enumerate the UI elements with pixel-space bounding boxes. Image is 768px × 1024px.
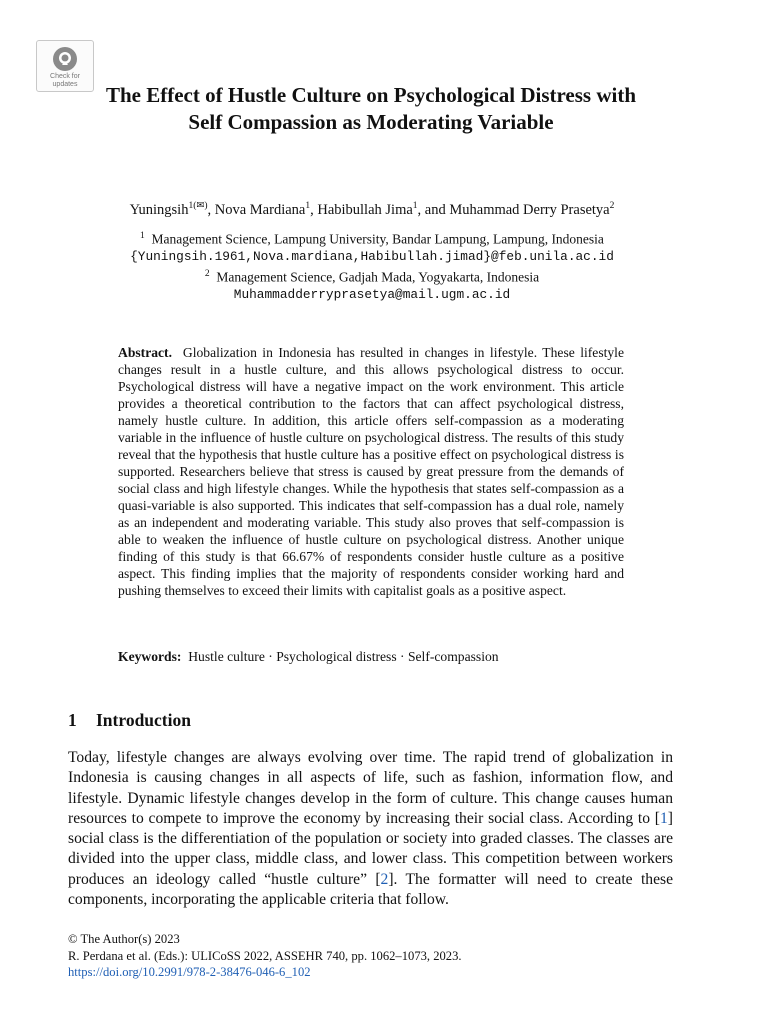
- affiliations: [40, 228, 704, 303]
- check-for-updates-badge[interactable]: [36, 40, 94, 92]
- keywords-label: Keywords:: [118, 649, 182, 664]
- affiliation-number: 2: [204, 268, 210, 279]
- intro-text: Today, lifestyle changes are always evolving over time. The rapid trend of globalization in Indonesia is causing changes in all aspects of life, such as fashion, information flow, and lifestyle. Dynamic lifestyle changes develop in the form of culture. This change causes human resources to compete to improve the economy by increasing their social class. According to [: [68, 749, 673, 827]
- abstract-text: Globalization in Indonesia has resulted in changes in lifestyle. These lifestyle changes result in a hustle culture, and this allows psychological distress to occur. Psychological distress will have a negative impact on the work environment. This article provides a theoretical contribution to the factors that can affect psychological distress, namely hustle culture. In addition, this article offers self-compassion as a moderating variable in the influence of hustle culture on psychological distress. The results of this study reveal that the hypothesis that hustle culture has a positive effect on psychological distress is supported. Researchers believe that stress is caused by great pressure from the demands of social class and high lifestyle changes. While the hypothesis that states self-compassion as a quasi-variable is also supported. This indicates that self-compassion has a dual role, namely as an independent and moderating variable. This study also proves that self-compassion is able to weaken the influence of hustle culture on psychological distress. Another unique finding of this study is that 66.67% of respondents consider hustle culture as a positive aspect. This finding implies that the majority of respondents consider working hard and pushing themselves to exceed their limits with capitalist goals as a positive aspect.: [118, 345, 624, 598]
- affiliation-text: Management Science, Gadjah Mada, Yogyakarta, Indonesia: [216, 269, 540, 284]
- badge-text-line1: Check for: [50, 73, 80, 80]
- intro-paragraph: [68, 748, 673, 910]
- intro-text: ]. The formatter will need to create these components, incorporating the applicable criteria that follow.: [68, 870, 673, 909]
- copyright-notice: © The Author(s) 2023: [68, 932, 180, 946]
- abstract-label: Abstract.: [118, 345, 172, 360]
- page-footer: [68, 931, 462, 981]
- section-heading: [68, 708, 191, 732]
- citation-info: R. Perdana et al. (Eds.): ULICoSS 2022, ASSEHR 740, pp. 1062–1073, 2023.: [68, 948, 462, 963]
- affiliation-text: Management Science, Lampung University, Bandar Lampung, Lampung, Indonesia: [151, 231, 604, 247]
- author-affiliation-mark: 2: [609, 201, 615, 211]
- section-title: Introduction: [96, 710, 191, 730]
- email-1: {Yuningsih.1961,Nova.mardiana,Habibullah.jimad}@feb.unila.ac.id: [130, 249, 614, 264]
- citation-link-2[interactable]: 2: [380, 870, 389, 888]
- badge-text-line2: updates: [52, 81, 78, 88]
- doi-link[interactable]: https://doi.org/10.2991/978-2-38476-046-6_102: [68, 965, 311, 979]
- section-number: 1: [68, 710, 77, 730]
- author-affiliation-mark: 1: [305, 201, 311, 211]
- author-separator: ,: [207, 201, 215, 218]
- author-name: Habibullah Jima: [317, 201, 413, 218]
- author-name: Nova Mardiana: [214, 201, 306, 218]
- keywords: [118, 648, 624, 665]
- author-separator: ,: [310, 201, 318, 218]
- author-name: Muhammad Derry Prasetya: [449, 201, 610, 218]
- check-for-updates-icon: [52, 46, 78, 72]
- abstract: [118, 344, 624, 599]
- author-separator: , and: [417, 201, 450, 218]
- affiliation-1: [40, 228, 704, 248]
- author-name: Yuningsih: [129, 201, 189, 218]
- author-affiliation-mark: 1: [412, 201, 418, 211]
- affiliation-number: 1: [140, 231, 145, 241]
- author-affiliation-mark: 1(✉): [188, 201, 208, 211]
- affiliation-2: [40, 266, 704, 286]
- citation-link-1[interactable]: 1: [660, 809, 668, 827]
- paper-title: The Effect of Hustle Culture on Psychological Distress with Self Compassion as Moderating Variable: [105, 83, 637, 134]
- keywords-text: Hustle culture · Psychological distress · Self-compassion: [188, 649, 499, 664]
- intro-text: ] social class is the differentiation of the population or society into graded classes. The classes are divided into the upper class, middle class, and lower class. This competition between workers produces an ideology called “hustle culture” [: [68, 809, 673, 888]
- author-list: [40, 196, 704, 220]
- email-2: Muhammadderryprasetya@mail.ugm.ac.id: [233, 286, 511, 302]
